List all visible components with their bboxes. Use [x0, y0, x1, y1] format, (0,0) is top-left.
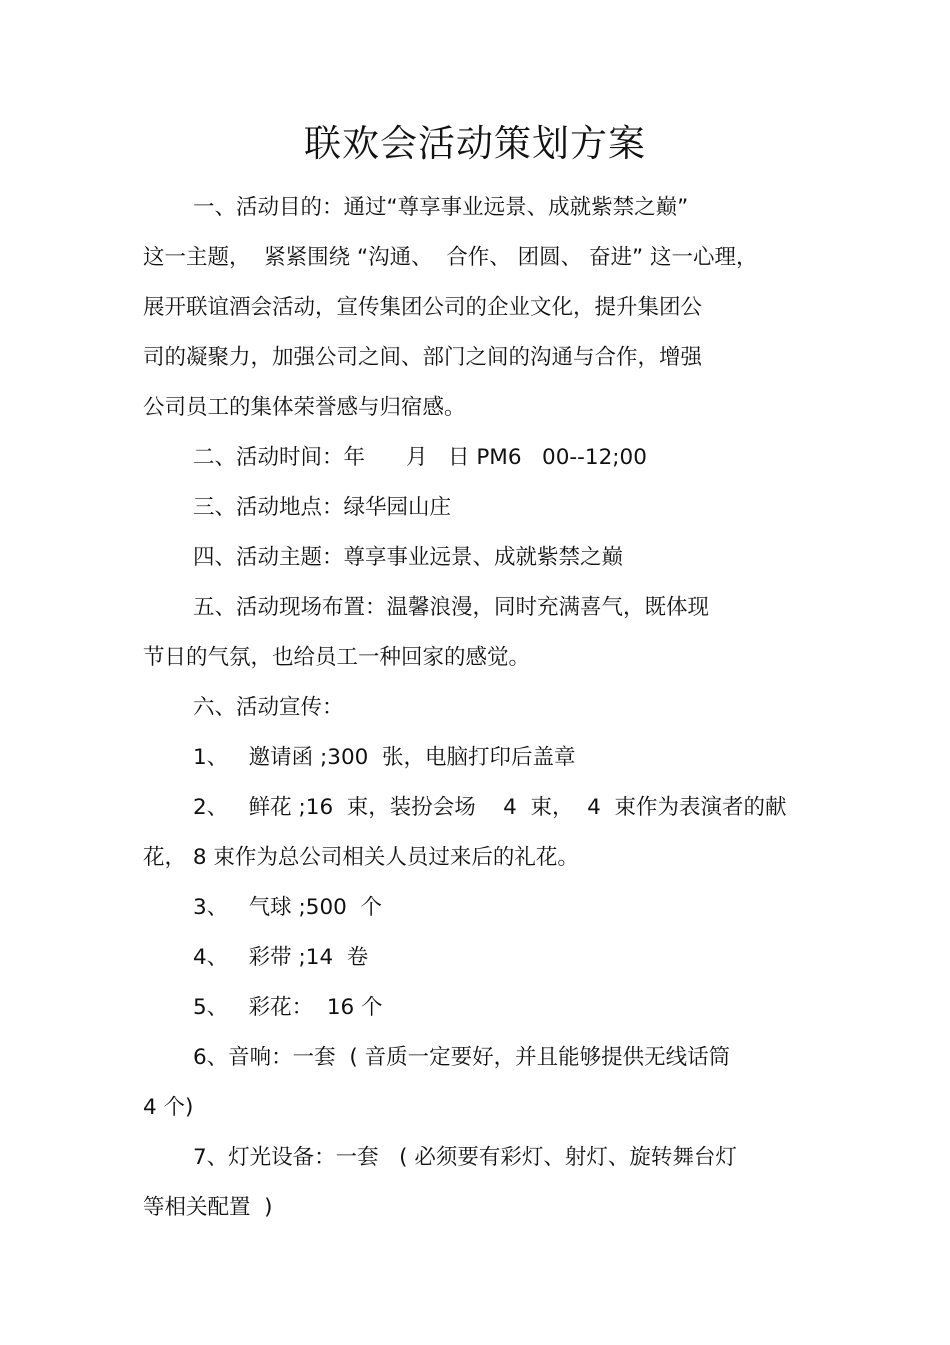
- paragraph-line: 二、活动时间：年 月 日 PM6 00--12;00: [193, 445, 647, 470]
- paragraph-line: 这一主题， 紧紧围绕 “沟通、 合作、 团圆、 奋进” 这一心理，: [143, 245, 758, 270]
- paragraph-line: 六、活动宣传：: [193, 695, 344, 720]
- list-item: 3、 气球 ;500 个: [193, 895, 382, 920]
- paragraph-line: 三、活动地点：绿华园山庄: [193, 495, 452, 520]
- list-item-continuation: 4 个): [143, 1095, 194, 1120]
- paragraph-line: 一、活动目的：通过“尊享事业远景、成就紫禁之巅”: [193, 195, 689, 220]
- list-item: 1、 邀请函 ;300 张，电脑打印后盖章: [193, 745, 576, 770]
- list-item: 6、音响：一套 ( 音质一定要好，并且能够提供无线话筒: [193, 1045, 731, 1070]
- paragraph-line: 四、活动主题：尊享事业远景、成就紫禁之巅: [193, 545, 624, 570]
- list-item-continuation: 花， 8 束作为总公司相关人员过来后的礼花。: [143, 845, 579, 870]
- list-item-continuation: 等相关配置 ): [143, 1195, 273, 1220]
- list-item: 2、 鲜花 ;16 束，装扮会场 4 束， 4 束作为表演者的献: [193, 795, 787, 820]
- paragraph-line: 五、活动现场布置：温馨浪漫，同时充满喜气，既体现: [193, 595, 710, 620]
- list-item: 7、灯光设备：一套 ( 必须要有彩灯、射灯、旋转舞台灯: [193, 1145, 737, 1170]
- list-item: 5、 彩花： 16 个: [193, 995, 383, 1020]
- paragraph-line: 展开联谊酒会活动，宣传集团公司的企业文化，提升集团公: [143, 295, 703, 320]
- document-title: 联欢会活动策划方案: [304, 122, 646, 165]
- paragraph-line: 司的凝聚力，加强公司之间、部门之间的沟通与合作，增强: [143, 345, 703, 370]
- paragraph-line: 节日的气氛，也给员工一种回家的感觉。: [143, 645, 531, 670]
- paragraph-line: 公司员工的集体荣誉感与归宿感。: [143, 395, 466, 420]
- list-item: 4、 彩带 ;14 卷: [193, 945, 369, 970]
